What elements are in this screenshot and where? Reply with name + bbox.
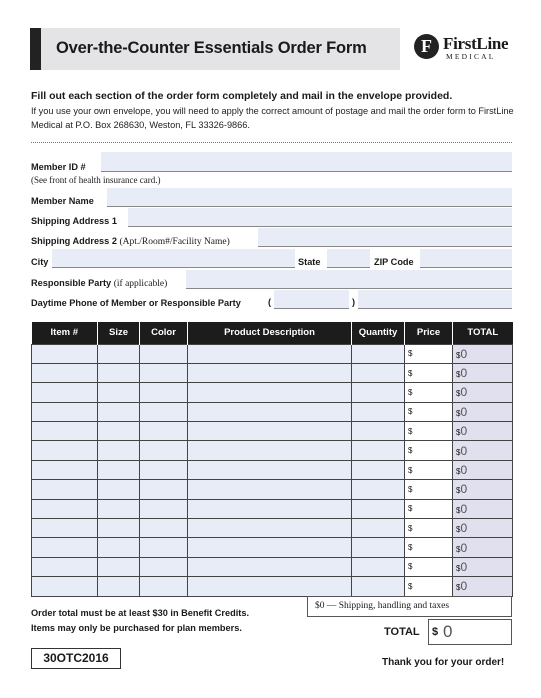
thank-you-note: Thank you for your order!: [382, 657, 505, 668]
description-cell[interactable]: [188, 441, 352, 460]
row-total-value: 0: [460, 443, 468, 458]
size-cell[interactable]: [98, 441, 140, 460]
daytime-phone-label: Daytime Phone of Member or Responsible Party: [31, 298, 241, 308]
price-cell[interactable]: [405, 402, 453, 421]
minimum-order-line-2: Items may only be purchased for plan members.: [31, 623, 242, 633]
row-total-currency: $: [456, 563, 461, 573]
row-total-value: 0: [460, 501, 468, 516]
color-cell[interactable]: [140, 402, 188, 421]
item-number-cell[interactable]: [32, 519, 98, 538]
description-cell[interactable]: [188, 402, 352, 421]
zip-label: ZIP Code: [374, 257, 414, 267]
size-cell[interactable]: [98, 557, 140, 576]
price-currency: $: [408, 349, 413, 359]
minimum-order-line-1: Order total must be at least $30 in Benefit Credits.: [31, 608, 250, 618]
member-name-field[interactable]: [107, 188, 512, 207]
col-total: TOTAL: [453, 322, 513, 344]
size-cell[interactable]: [98, 422, 140, 441]
color-cell[interactable]: [140, 499, 188, 518]
row-total-value: 0: [460, 346, 468, 361]
row-total-currency: $: [456, 505, 461, 515]
grand-total-value: 0: [443, 622, 453, 641]
row-total-cell[interactable]: [453, 460, 513, 479]
row-total-value: 0: [460, 482, 468, 497]
col-product-description: Product Description: [188, 322, 352, 344]
row-total-cell[interactable]: [453, 499, 513, 518]
row-total-cell[interactable]: [453, 441, 513, 460]
row-total-value: 0: [460, 579, 468, 594]
price-cell[interactable]: [405, 363, 453, 382]
responsible-party-text: Responsible Party: [31, 278, 112, 288]
item-number-cell[interactable]: [32, 402, 98, 421]
color-cell[interactable]: [140, 519, 188, 538]
item-number-cell[interactable]: [32, 460, 98, 479]
city-label: City: [31, 257, 49, 267]
row-total-cell[interactable]: [453, 402, 513, 421]
grand-total-label: TOTAL: [384, 626, 420, 638]
size-cell[interactable]: [98, 519, 140, 538]
row-total-currency: $: [456, 408, 461, 418]
row-total-cell[interactable]: [453, 519, 513, 538]
row-total-cell[interactable]: [453, 344, 513, 363]
quantity-cell[interactable]: [352, 460, 405, 479]
separator: [31, 142, 512, 143]
shipping-address-1-label: Shipping Address 1: [31, 216, 117, 226]
row-total-currency: $: [456, 428, 461, 438]
color-cell[interactable]: [140, 363, 188, 382]
item-number-cell[interactable]: [32, 363, 98, 382]
quantity-cell[interactable]: [352, 538, 405, 557]
color-cell[interactable]: [140, 480, 188, 499]
quantity-cell[interactable]: [352, 402, 405, 421]
quantity-cell[interactable]: [352, 422, 405, 441]
size-cell[interactable]: [98, 402, 140, 421]
row-total-currency: $: [456, 467, 461, 477]
price-currency: $: [408, 426, 413, 436]
price-currency: $: [408, 581, 413, 591]
table-row: [32, 441, 513, 460]
item-number-cell[interactable]: [32, 577, 98, 596]
table-row: [32, 460, 513, 479]
item-number-cell[interactable]: [32, 480, 98, 499]
row-total-cell[interactable]: [453, 538, 513, 557]
size-cell[interactable]: [98, 577, 140, 596]
row-total-currency: $: [456, 486, 461, 496]
row-total-value: 0: [460, 424, 468, 439]
price-cell[interactable]: [405, 519, 453, 538]
table-row: [32, 499, 513, 518]
price-currency: $: [408, 484, 413, 494]
row-total-currency: $: [456, 350, 461, 360]
price-cell[interactable]: [405, 344, 453, 363]
item-number-cell[interactable]: [32, 344, 98, 363]
row-total-currency: $: [456, 544, 461, 554]
city-field[interactable]: [52, 249, 295, 268]
description-cell[interactable]: [188, 480, 352, 499]
color-cell[interactable]: [140, 344, 188, 363]
color-cell[interactable]: [140, 538, 188, 557]
shipping-address-2-label: [31, 236, 230, 247]
row-total-currency: $: [456, 525, 461, 535]
row-total-value: 0: [460, 404, 468, 419]
table-row: [32, 422, 513, 441]
table-header-row: [32, 322, 513, 344]
state-field[interactable]: [327, 249, 370, 268]
row-total-currency: $: [456, 583, 461, 593]
quantity-cell[interactable]: [352, 480, 405, 499]
logo-name: FirstLine: [443, 34, 509, 53]
price-cell[interactable]: [405, 557, 453, 576]
description-cell[interactable]: [188, 499, 352, 518]
member-name-label: Member Name: [31, 196, 94, 206]
form-code: 30OTC2016: [31, 648, 121, 669]
price-cell[interactable]: [405, 480, 453, 499]
logo-sub: MEDICAL: [446, 52, 496, 61]
item-number-cell[interactable]: [32, 557, 98, 576]
responsible-party-note: (if applicable): [113, 279, 168, 289]
description-cell[interactable]: [188, 422, 352, 441]
description-cell[interactable]: [188, 344, 352, 363]
description-cell[interactable]: [188, 519, 352, 538]
responsible-party-label: [31, 278, 167, 289]
color-cell[interactable]: [140, 441, 188, 460]
price-currency: $: [408, 368, 413, 378]
shipping-box: $0 — Shipping, handling and taxes: [307, 596, 512, 617]
col-size: Size: [98, 322, 140, 344]
row-total-value: 0: [460, 385, 468, 400]
size-cell[interactable]: [98, 383, 140, 402]
phone-open-paren: (: [268, 297, 272, 307]
description-cell[interactable]: [188, 383, 352, 402]
row-total-cell[interactable]: [453, 577, 513, 596]
quantity-cell[interactable]: [352, 499, 405, 518]
price-currency: $: [408, 407, 413, 417]
col-price: Price: [405, 322, 453, 344]
size-cell[interactable]: [98, 499, 140, 518]
row-total-cell[interactable]: [453, 422, 513, 441]
size-cell[interactable]: [98, 480, 140, 499]
quantity-cell[interactable]: [352, 577, 405, 596]
quantity-cell[interactable]: [352, 344, 405, 363]
quantity-cell[interactable]: [352, 441, 405, 460]
row-total-cell[interactable]: [453, 480, 513, 499]
price-currency: $: [408, 446, 413, 456]
title-accent: [30, 28, 41, 70]
shipping-address-1-field[interactable]: [128, 208, 512, 227]
quantity-cell[interactable]: [352, 363, 405, 382]
description-cell[interactable]: [188, 538, 352, 557]
row-total-cell[interactable]: [453, 363, 513, 382]
shipping-address-2-field[interactable]: [258, 228, 512, 247]
color-cell[interactable]: [140, 422, 188, 441]
col-color: Color: [140, 322, 188, 344]
item-number-cell[interactable]: [32, 499, 98, 518]
table-row: [32, 402, 513, 421]
table-row: [32, 519, 513, 538]
price-cell[interactable]: [405, 383, 453, 402]
row-total-value: 0: [460, 521, 468, 536]
description-cell[interactable]: [188, 577, 352, 596]
grand-total-currency: $: [432, 626, 439, 638]
phone-area-code-field[interactable]: [274, 290, 349, 309]
table-row: [32, 557, 513, 576]
size-cell[interactable]: [98, 363, 140, 382]
minimum-order-note: [31, 606, 249, 636]
quantity-cell[interactable]: [352, 383, 405, 402]
price-cell[interactable]: [405, 422, 453, 441]
row-total-cell[interactable]: [453, 557, 513, 576]
phone-close-paren: ): [352, 297, 356, 307]
shipping-address-2-note: (Apt./Room#/Facility Name): [119, 237, 230, 247]
price-cell[interactable]: [405, 577, 453, 596]
member-id-label: Member ID #: [31, 162, 86, 172]
price-cell[interactable]: [405, 460, 453, 479]
table-row: [32, 480, 513, 499]
row-total-currency: $: [456, 370, 461, 380]
state-label: State: [298, 257, 321, 267]
table-row: [32, 577, 513, 596]
item-number-cell[interactable]: [32, 441, 98, 460]
row-total-value: 0: [460, 540, 468, 555]
responsible-party-field[interactable]: [186, 270, 512, 289]
price-currency: $: [408, 465, 413, 475]
size-cell[interactable]: [98, 460, 140, 479]
item-number-cell[interactable]: [32, 538, 98, 557]
row-total-cell[interactable]: [453, 383, 513, 402]
item-number-cell[interactable]: [32, 422, 98, 441]
price-currency: $: [408, 387, 413, 397]
color-cell[interactable]: [140, 460, 188, 479]
instructions-text: If you use your own envelope, you will need to apply the correct amount of postage and mail the order form to FirstLine Medical at P.O. Box 268630, Weston, FL 33326-9866.: [31, 106, 514, 130]
shipping-address-2-text: Shipping Address 2: [31, 236, 117, 246]
quantity-cell[interactable]: [352, 519, 405, 538]
price-currency: $: [408, 562, 413, 572]
order-body: [32, 344, 513, 596]
price-cell[interactable]: [405, 441, 453, 460]
price-currency: $: [408, 504, 413, 514]
quantity-cell[interactable]: [352, 557, 405, 576]
member-id-note: (See front of health insurance card.): [31, 175, 161, 185]
table-row: [32, 538, 513, 557]
table-row: [32, 383, 513, 402]
description-cell[interactable]: [188, 363, 352, 382]
color-cell[interactable]: [140, 383, 188, 402]
order-table: [31, 322, 513, 597]
price-currency: $: [408, 523, 413, 533]
row-total-value: 0: [460, 366, 468, 381]
size-cell[interactable]: [98, 538, 140, 557]
grand-total-box[interactable]: [428, 619, 512, 645]
title-bar: [30, 28, 400, 70]
member-id-field[interactable]: [101, 152, 512, 172]
price-currency: $: [408, 543, 413, 553]
item-number-cell[interactable]: [32, 383, 98, 402]
logo-mark-icon: F: [414, 34, 439, 59]
description-cell[interactable]: [188, 460, 352, 479]
phone-number-field[interactable]: [358, 290, 512, 309]
instructions-heading: Fill out each section of the order form completely and mail in the envelope provided.: [31, 90, 453, 102]
zip-field[interactable]: [420, 249, 512, 268]
size-cell[interactable]: [98, 344, 140, 363]
row-total-value: 0: [460, 559, 468, 574]
price-cell[interactable]: [405, 538, 453, 557]
description-cell[interactable]: [188, 557, 352, 576]
row-total-currency: $: [456, 447, 461, 457]
color-cell[interactable]: [140, 557, 188, 576]
color-cell[interactable]: [140, 577, 188, 596]
col-quantity: Quantity: [352, 322, 405, 344]
firstline-logo: [414, 34, 514, 64]
col-item-number: Item #: [32, 322, 98, 344]
row-total-value: 0: [460, 463, 468, 478]
table-row: [32, 363, 513, 382]
row-total-currency: $: [456, 389, 461, 399]
table-row: [32, 344, 513, 363]
price-cell[interactable]: [405, 499, 453, 518]
page-title: Over-the-Counter Essentials Order Form: [56, 39, 367, 57]
